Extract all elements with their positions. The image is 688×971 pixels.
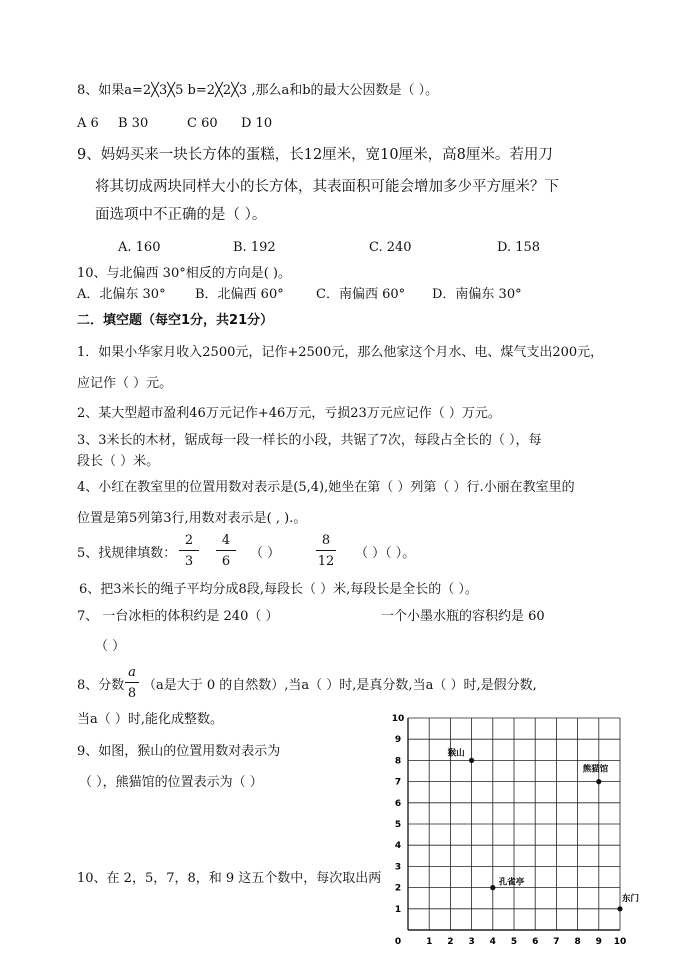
q9-option-c: C. 240 xyxy=(369,240,412,255)
q10-option-b: B．北偏西 60° xyxy=(195,287,284,302)
point-label: 东门 xyxy=(622,893,640,904)
f2-line1: 2、某大型超市盈利46万元记作+46万元，亏损23万元应记作（ ）万元。 xyxy=(77,406,501,421)
f5-fraction-3 xyxy=(316,534,336,568)
f10-line1: 10、在 2，5，7，8，和 9 这五个数中，每次取出两 xyxy=(77,871,382,886)
q8-option-d: D 10 xyxy=(241,116,273,131)
point-marker xyxy=(596,779,601,784)
f5-fraction-3-num: 8 xyxy=(321,533,331,548)
y-tick-label: 4 xyxy=(394,841,402,852)
q8-option-c: C 60 xyxy=(187,116,218,131)
f5-fraction-1-num: 2 xyxy=(184,533,194,548)
f4-line1: 4、小红在教室里的位置用数对表示是(5,4),她坐在第（ ）列第（ ）行.小丽在教室里的 xyxy=(77,480,575,495)
y-tick-label: 8 xyxy=(394,756,402,767)
f1-line1: 1．如果小华家月收入2500元，记作+2500元，那么他家这个月水、电、煤气支出200元， xyxy=(77,345,604,360)
f9-line2: （ ），熊猫馆的位置表示为（ ） xyxy=(79,775,263,790)
section-title: 二．填空题（每空1分，共21分） xyxy=(77,313,274,328)
x-tick-label: 8 xyxy=(574,937,581,947)
f5-fraction-2 xyxy=(216,534,236,568)
f8-fraction-num: a xyxy=(128,665,136,680)
f5-blank-1: （ ） xyxy=(250,546,281,561)
f9-line1: 9、如图，猴山的位置用数对表示为 xyxy=(77,744,281,759)
f5-fraction-1 xyxy=(179,534,199,568)
y-tick-label: 6 xyxy=(394,798,402,809)
f8-rest: （a是大于 0 的自然数）,当a（ ）时,是真分数,当a（ ）时,是假分数, xyxy=(143,678,537,693)
point-label: 猴山 xyxy=(447,748,465,759)
q10-option-d: D．南偏东 30° xyxy=(432,287,522,302)
q9-line2: 将其切成两块同样大小的长方体，其表面积可能会增加多少平方厘米？下 xyxy=(95,179,559,195)
f3-line2: 段长（ ）米。 xyxy=(77,454,160,469)
fraction-bar xyxy=(216,550,236,551)
q10-stem: 10、与北偏西 30°相反的方向是( )。 xyxy=(77,266,291,281)
fraction-bar xyxy=(179,550,199,551)
f8-line2: 当a（ ）时,能化成整数。 xyxy=(77,712,224,727)
f5-blank-2: （ ）（ ）。 xyxy=(355,546,416,561)
point-marker xyxy=(469,758,474,763)
x-tick-label: 3 xyxy=(468,937,475,947)
x-tick-label: 5 xyxy=(510,937,518,947)
point-label: 熊猫馆 xyxy=(582,764,609,775)
f5-fraction-3-den: 12 xyxy=(317,554,335,569)
f7-part1: 7、 一台冰柜的体积约是 240（ ） xyxy=(77,609,279,624)
grid-svg xyxy=(384,714,644,954)
f5-fraction-1-den: 3 xyxy=(184,554,194,569)
f7-line2: （ ） xyxy=(95,639,126,654)
fraction-bar xyxy=(125,682,139,683)
x-tick-label: 6 xyxy=(532,937,539,947)
fraction-bar xyxy=(316,550,336,551)
x-tick-label: 1 xyxy=(426,937,433,947)
q8-option-b: B 30 xyxy=(118,116,149,131)
f3-line1: 3、3米长的木材，锯成每一段一样长的小段，共锯了7次，每段占全长的（ ），每 xyxy=(77,433,542,448)
q10-option-c: C．南偏西 60° xyxy=(316,287,406,302)
f5-fraction-2-num: 4 xyxy=(221,533,231,548)
q9-option-a: A. 160 xyxy=(118,240,161,255)
q9-line1: 9、妈妈买来一块长方体的蛋糕，长12厘米，宽10厘米，高8厘米。若用刀 xyxy=(77,147,553,163)
y-tick-label: 9 xyxy=(394,735,402,746)
x-tick-label: 7 xyxy=(553,937,560,947)
y-tick-label: 2 xyxy=(394,883,402,894)
f4-line2: 位置是第5列第3行,用数对表示是( , ).。 xyxy=(77,511,307,526)
x-tick-label: 4 xyxy=(489,937,496,947)
f8-prefix: 8、分数 xyxy=(77,678,125,693)
x-tick-label: 2 xyxy=(447,937,454,947)
f5-fraction-2-den: 6 xyxy=(221,554,231,569)
point-label: 孔雀亭 xyxy=(498,877,525,888)
x-tick-label: 9 xyxy=(595,937,602,947)
coordinate-grid xyxy=(384,714,644,954)
y-tick-label: 10 xyxy=(391,714,405,724)
y-tick-label: 5 xyxy=(394,820,402,830)
y-tick-label: 3 xyxy=(394,862,402,873)
f8-fraction xyxy=(125,666,139,700)
f7-part2: 一个小墨水瓶的容积约是 60 xyxy=(381,609,545,624)
q9-option-b: B. 192 xyxy=(233,240,276,255)
y-tick-label: 7 xyxy=(394,777,402,788)
f8-fraction-den: 8 xyxy=(127,686,137,701)
y-tick-label: 1 xyxy=(394,904,402,915)
q9-option-d: D. 158 xyxy=(497,240,541,255)
q8-stem: 8、如果a=2╳3╳5 b=2╳2╳3 ,那么a和b的最大公因数是（ ）。 xyxy=(77,83,439,98)
x-tick-label: 10 xyxy=(613,937,627,947)
q10-option-a: A．北偏东 30° xyxy=(77,287,166,302)
f5-label: 5、找规律填数： xyxy=(77,546,177,561)
point-marker xyxy=(490,885,495,890)
q8-option-a: A 6 xyxy=(77,116,99,131)
y-tick-label: 0 xyxy=(394,937,402,947)
q9-line3: 面选项中不正确的是（ ）。 xyxy=(95,207,267,223)
f1-line2: 应记作（ ）元。 xyxy=(77,376,173,391)
f6-line1: 6、把3米长的绳子平均分成8段,每段长（ ）米,每段长是全长的（ ）。 xyxy=(79,582,478,597)
point-marker xyxy=(617,906,622,911)
